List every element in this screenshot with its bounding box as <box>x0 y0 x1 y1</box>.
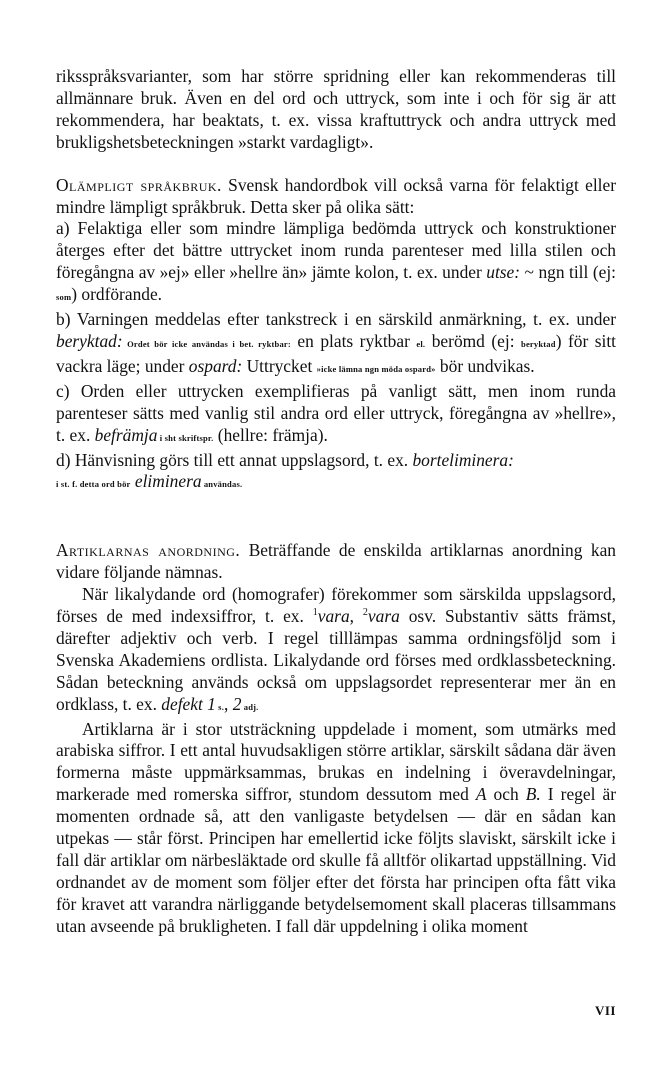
example-word: utse: <box>486 262 521 283</box>
section-heading-article-arrangement: Artiklarnas anordning. <box>56 540 241 561</box>
example-word: beryktad: <box>56 330 123 351</box>
text-column <box>56 66 616 938</box>
list-item-d: d) Hänvisning görs till ett annat uppslagsord, t. ex. borteliminera: i st. f. detta ord bör eliminera användas. <box>56 449 514 492</box>
section-heading-unsuitable-usage: Olämpligt språkbruk. <box>56 174 222 195</box>
example-word: ospard: <box>188 355 243 376</box>
paragraph-moments: Artiklarna är i stor utsträckning uppdelade i moment, som utmärks med arabiska siffror. I ett antal huvudsakligen större artiklar, särskilt sådana där även formerna måste uppmärksammas, brukas en indelning i överavdelningar, markerade med romerska siffror, stundom dessutom med A och B. I regel är momenten ordnade så, att den vanligaste betydelsen — där en sådan kan utpekas — står först. Principen har emellertid icke följts slaviskt, särskilt icke i fall där artiklar om närbesläktade ord skulle få alltför olikartad uppställning. Vid ordnandet av de moment som följer efter det första har principen ofta fått vika för kravet att varandra närliggande betydelsemoment skall placeras tillsammans utan avseende på brukligheten. I fall där uppdelning i olika moment <box>56 718 616 936</box>
paragraph-homographs: När likalydande ord (homografer) förekommer som särskilda uppslagsord, förses de med indexsiffror, t. ex. $^1$vara, $^2$vara osv. Substantiv sätts främst, därefter adjektiv och verb. I regel tilllämpas samma ordningsföljd som i Svenska Akademiens ordlista. Likalydande ord förses med ordklassbeteckning. Sådan beteckning används också om uppslagsordet representerar mer än en ordklass, t. ex. defekt 1 s., 2 adj. <box>56 584 616 714</box>
example-word: borteliminera: <box>412 449 514 470</box>
example-word: eliminera <box>130 471 202 492</box>
list-item-b: b) Varningen meddelas efter tankstreck i en särskild anmärkning, t. ex. under beryktad: Ordet bör icke användas i bet. ryktbar: en plats ryktbar el. berömd (ej: beryktad) för sitt vackra läge; under ospard: Uttrycket »icke lämna ngn möda ospard» bör undvikas. <box>56 309 617 376</box>
example-word: befrämja <box>94 424 158 445</box>
paragraph-article-arrangement: Artiklarnas anordning. Beträffande de enskilda artiklarnas anordning kan vidare följande nämnas. <box>56 540 616 583</box>
page-number: VII <box>594 1003 616 1018</box>
paragraph-variants: riksspråksvarianter, som har större spridning eller kan rekommenderas till allmännare bruk. Även en del ord och uttryck, som inte i och för sig är att rekommendera, har beaktats, t. ex. vissa kraftuttryck och andra uttryck med brukligshetsbeteckningen »starkt vardagligt». <box>56 66 616 152</box>
list-item-c: c) Orden eller uttrycken exemplifieras på vanligt sätt, men inom runda parenteser sätts med vanlig stil andra ord eller uttryck, föregångna av »hellre», t. ex. befrämja i sht skriftspr. (hellre: främja). <box>56 380 616 445</box>
paragraph-unsuitable-usage: Olämpligt språkbruk. Svensk handordbok vill också varna för felaktigt eller mindre lämpligt språkbruk. Detta sker på olika sätt: <box>56 174 616 217</box>
list-item-a: a) Felaktiga eller som mindre lämpliga bedömda uttryck och konstruktioner återges efter det bättre uttrycket inom runda parenteser med lilla stilen och föregångna av »ej» eller »hellre än» jämte kolon, t. ex. under utse: ~ ngn till (ej: som) ordförande. <box>56 218 616 305</box>
